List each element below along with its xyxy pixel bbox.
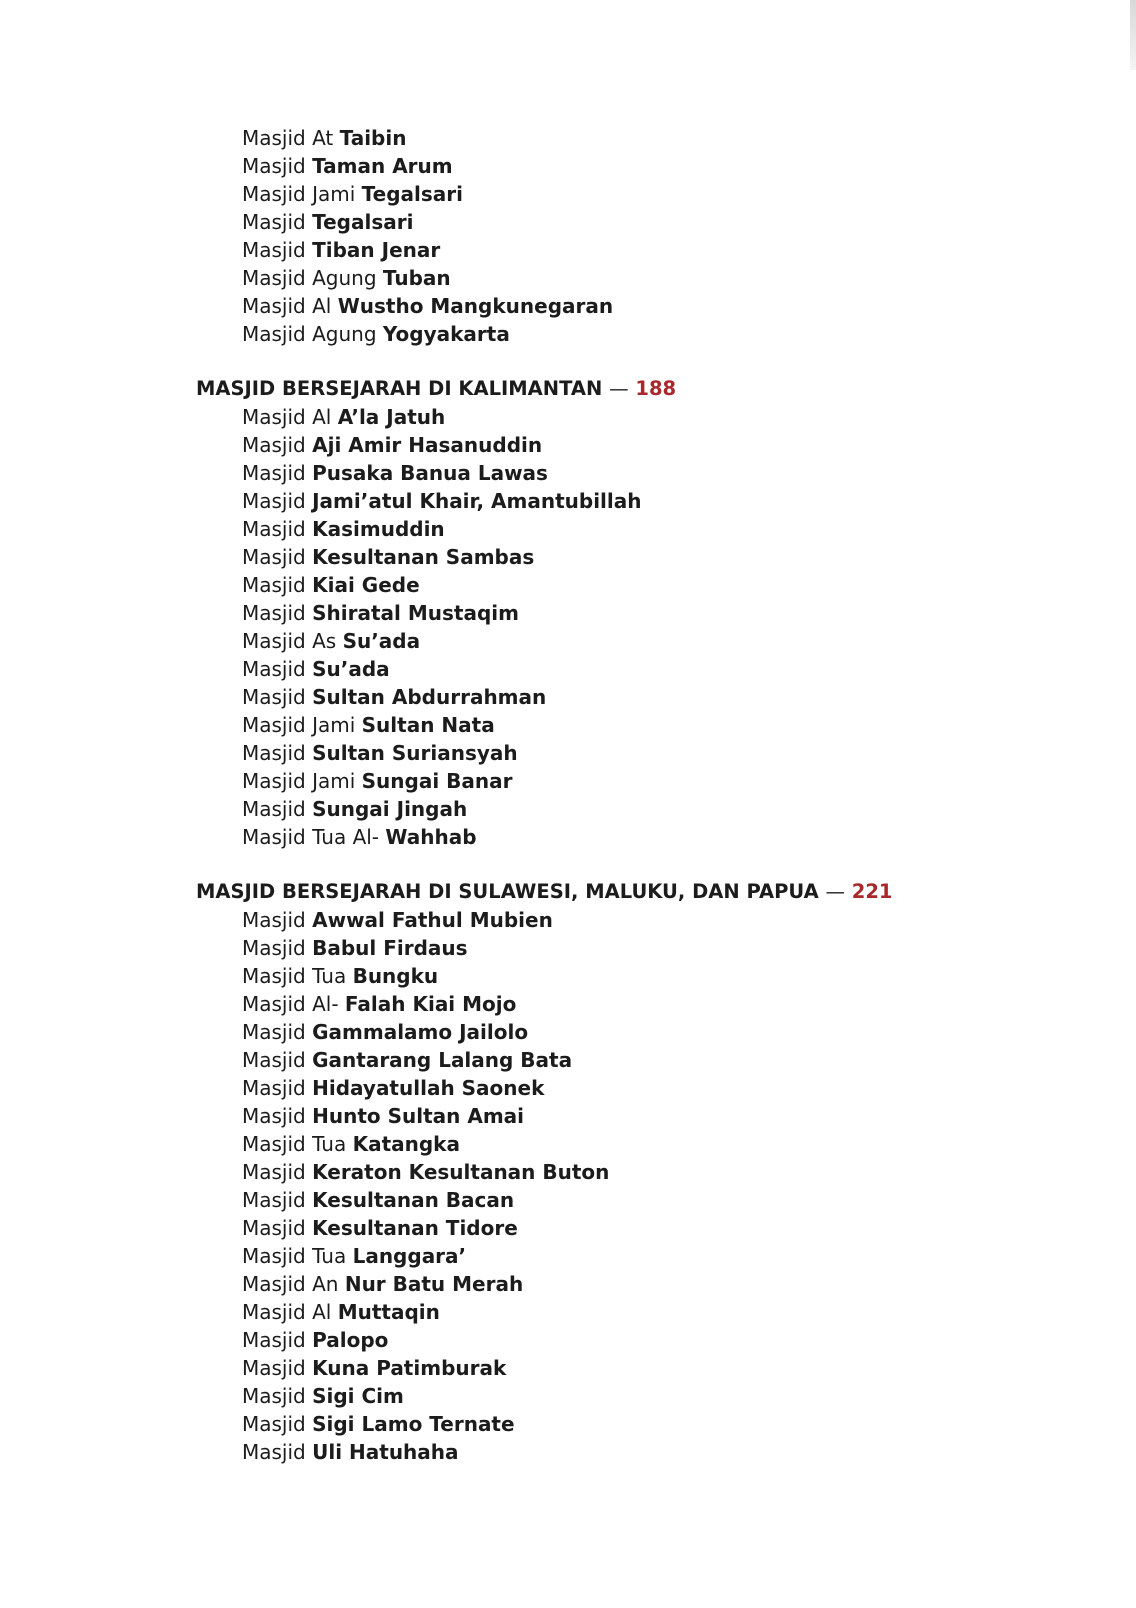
list-item [242,599,1096,627]
entry-name: Tegalsari [312,210,414,234]
entry-name: Babul Firdaus [312,936,468,960]
entry-name: Sigi Lamo Ternate [312,1412,515,1436]
entry-name: Kesultanan Tidore [312,1216,518,1240]
list-item [242,124,1096,152]
entry-name: Awwal Fathul Mubien [312,908,553,932]
list-item [242,1410,1096,1438]
section-page-number: 188 [635,377,677,400]
list-item [242,767,1096,795]
entry-prefix: Masjid [242,908,306,932]
list-item [242,934,1096,962]
entry-prefix: Masjid Jami [242,713,356,737]
entry-prefix: Masjid [242,1076,306,1100]
entry-name: Sultan Nata [361,713,495,737]
list-item [242,795,1096,823]
list-item [242,292,1096,320]
list-item [242,1046,1096,1074]
entry-prefix: Masjid Agung [242,266,377,290]
list-item [242,1298,1096,1326]
entry-prefix: Masjid Tua [242,1132,347,1156]
entry-name: Uli Hatuhaha [312,1440,459,1464]
entry-name: Taman Arum [312,154,453,178]
list-item [242,1186,1096,1214]
toc-section [196,375,1096,851]
entry-prefix: Masjid [242,1048,306,1072]
entry-name: Pusaka Banua Lawas [312,461,548,485]
entry-name: A’la Jatuh [337,405,446,429]
table-of-contents [196,124,1096,1466]
entry-prefix: Masjid [242,1440,306,1464]
entry-prefix: Masjid [242,685,306,709]
entry-prefix: Masjid [242,1356,306,1380]
entry-name: Sungai Banar [361,769,513,793]
entry-name: Hidayatullah Saonek [312,1076,545,1100]
entry-prefix: Masjid As [242,629,337,653]
section-title: MASJID BERSEJARAH DI KALIMANTAN [196,377,603,400]
section-title: MASJID BERSEJARAH DI SULAWESI, MALUKU, DAN PAPUA [196,880,819,903]
list-item [242,236,1096,264]
section-dash: — [825,880,845,903]
list-item [242,906,1096,934]
entry-name: Wustho Mangkunegaran [337,294,614,318]
list-item [242,1130,1096,1158]
entry-name: Wahhab [385,825,477,849]
entry-prefix: Masjid [242,1328,306,1352]
section-dash: — [609,377,629,400]
entry-prefix: Masjid At [242,126,334,150]
section-page-number: 221 [851,880,893,903]
list-item [242,320,1096,348]
list-item [242,515,1096,543]
entry-prefix: Masjid [242,1216,306,1240]
list-item [242,1382,1096,1410]
section-heading [196,878,1096,906]
list-item [242,152,1096,180]
toc-section [196,878,1096,1466]
entry-name: Shiratal Mustaqim [312,601,519,625]
entry-prefix: Masjid [242,433,306,457]
entry-prefix: Masjid [242,210,306,234]
entry-name: Tiban Jenar [312,238,441,262]
entry-prefix: Masjid An [242,1272,339,1296]
entry-name: Yogyakarta [382,322,510,346]
entry-prefix: Masjid [242,489,306,513]
list-item [242,264,1096,292]
entry-name: Aji Amir Hasanuddin [312,433,543,457]
entry-prefix: Masjid [242,545,306,569]
list-item [242,1158,1096,1186]
entry-name: Gammalamo Jailolo [312,1020,529,1044]
entry-prefix: Masjid [242,601,306,625]
entry-prefix: Masjid [242,154,306,178]
entry-prefix: Masjid Jami [242,182,356,206]
entry-name: Kesultanan Sambas [312,545,535,569]
list-item [242,1354,1096,1382]
entry-prefix: Masjid [242,1104,306,1128]
entry-prefix: Masjid [242,797,306,821]
entry-prefix: Masjid Al- [242,992,339,1016]
entry-name: Jami’atul Khair, Amantubillah [312,489,642,513]
list-item [242,627,1096,655]
list-item [242,1438,1096,1466]
entry-prefix: Masjid Tua [242,1244,347,1268]
entry-name: Tegalsari [361,182,463,206]
entry-prefix: Masjid Agung [242,322,377,346]
list-item [242,543,1096,571]
list-item [242,1270,1096,1298]
entry-name: Sigi Cim [312,1384,404,1408]
entry-name: Palopo [312,1328,389,1352]
list-item [242,1102,1096,1130]
list-item [242,1214,1096,1242]
entry-name: Su’ada [342,629,421,653]
entry-name: Nur Batu Merah [344,1272,524,1296]
entry-prefix: Masjid Tua [242,964,347,988]
entry-prefix: Masjid [242,1160,306,1184]
entry-name: Muttaqin [337,1300,440,1324]
entry-prefix: Masjid [242,1384,306,1408]
list-item [242,571,1096,599]
entry-prefix: Masjid [242,573,306,597]
list-item [242,711,1096,739]
list-item [242,962,1096,990]
entry-prefix: Masjid [242,238,306,262]
entry-prefix: Masjid [242,1188,306,1212]
list-item [242,459,1096,487]
entry-name: Taibin [339,126,407,150]
entry-name: Tuban [382,266,451,290]
list-item [242,431,1096,459]
section-list [196,375,1096,1466]
entry-prefix: Masjid Al [242,294,332,318]
list-item [242,990,1096,1018]
entry-name: Sungai Jingah [312,797,468,821]
list-item [242,403,1096,431]
entry-name: Katangka [352,1132,460,1156]
intro-entry-list [196,124,1096,348]
entry-prefix: Masjid [242,741,306,765]
entry-name: Hunto Sultan Amai [312,1104,525,1128]
entry-name: Bungku [352,964,439,988]
entry-name: Sultan Suriansyah [312,741,518,765]
entry-prefix: Masjid [242,657,306,681]
entry-prefix: Masjid [242,936,306,960]
entry-prefix: Masjid [242,461,306,485]
list-item [242,683,1096,711]
entry-prefix: Masjid [242,1412,306,1436]
list-item [242,1018,1096,1046]
entry-name: Sultan Abdurrahman [312,685,547,709]
list-item [242,655,1096,683]
scrollbar-edge [1130,0,1136,70]
entry-prefix: Masjid Tua Al- [242,825,380,849]
list-item [242,1326,1096,1354]
entry-prefix: Masjid [242,1020,306,1044]
entry-name: Keraton Kesultanan Buton [312,1160,610,1184]
entry-name: Langgara’ [352,1244,467,1268]
list-item [242,1074,1096,1102]
entry-name: Kesultanan Bacan [312,1188,515,1212]
list-item [242,208,1096,236]
entry-name: Gantarang Lalang Bata [312,1048,573,1072]
entry-name: Su’ada [312,657,390,681]
section-heading [196,375,1096,403]
list-item [242,487,1096,515]
list-item [242,739,1096,767]
entry-name: Falah Kiai Mojo [344,992,517,1016]
entry-name: Kasimuddin [312,517,445,541]
entry-prefix: Masjid Jami [242,769,356,793]
entry-prefix: Masjid Al [242,1300,332,1324]
entry-name: Kuna Patimburak [312,1356,507,1380]
list-item [242,1242,1096,1270]
entry-prefix: Masjid [242,517,306,541]
entry-prefix: Masjid Al [242,405,332,429]
list-item [242,823,1096,851]
entry-name: Kiai Gede [312,573,420,597]
list-item [242,180,1096,208]
